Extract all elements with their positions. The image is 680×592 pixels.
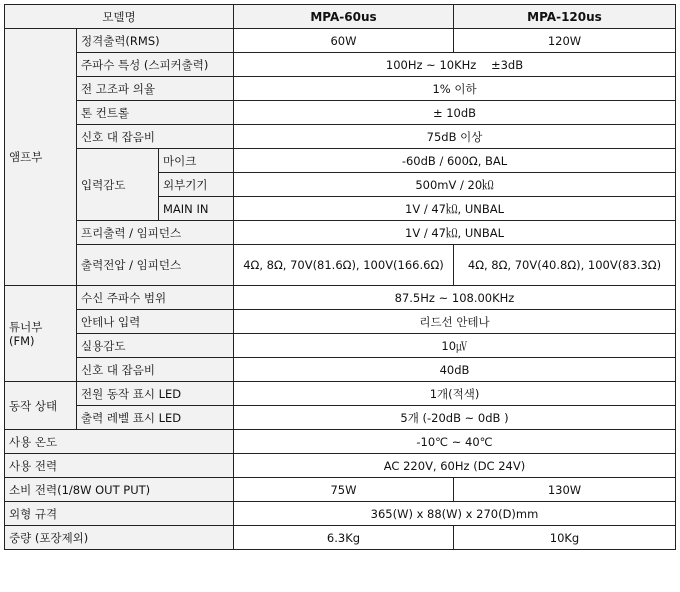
- table-row: [5, 101, 676, 125]
- row-label-antenna-input: 안테나 입력: [77, 310, 234, 334]
- spec-sheet: [4, 4, 676, 550]
- row-label-tone-control: 톤 컨트롤: [77, 101, 234, 125]
- row-label-thd: 전 고조파 의율: [77, 77, 234, 101]
- value-power-supply: AC 220V, 60Hz (DC 24V): [234, 454, 676, 478]
- spec-table: [4, 4, 676, 550]
- value-rated-output-60: 60W: [234, 29, 454, 53]
- row-label-input-sensitivity: 입력감도: [77, 149, 159, 221]
- row-label-power-supply: 사용 전력: [5, 454, 234, 478]
- row-label-pre-output: 프리출력 / 임피던스: [77, 221, 234, 245]
- value-power-consumption-60: 75W: [234, 478, 454, 502]
- table-row: [5, 149, 676, 173]
- row-label-power-led: 전원 동작 표시 LED: [77, 382, 234, 406]
- table-row: [5, 526, 676, 550]
- table-row: [5, 286, 676, 310]
- value-output-voltage-60: 4Ω, 8Ω, 70V(81.6Ω), 100V(166.6Ω): [234, 245, 454, 286]
- table-row: [5, 430, 676, 454]
- table-row: [5, 334, 676, 358]
- value-usable-sensitivity: 10㎶: [234, 334, 676, 358]
- sub-label-mic: 마이크: [159, 149, 234, 173]
- table-row: [5, 221, 676, 245]
- value-power-led: 1개(적색): [234, 382, 676, 406]
- value-weight-60: 6.3Kg: [234, 526, 454, 550]
- category-tuner: [5, 286, 77, 382]
- value-dimensions: 365(W) x 88(W) x 270(D)mm: [234, 502, 676, 526]
- value-tone-control: ± 10dB: [234, 101, 676, 125]
- value-pre-output: 1V / 47㏀, UNBAL: [234, 221, 676, 245]
- value-reception-range: 87.5Hz ~ 108.00KHz: [234, 286, 676, 310]
- header-row: [5, 5, 676, 29]
- value-snr: 75dB 이상: [234, 125, 676, 149]
- row-label-frequency-response: 주파수 특성 (스피커출력): [77, 53, 234, 77]
- model-mpa-120us: MPA-120us: [454, 5, 676, 29]
- value-antenna-input: 리드선 안테나: [234, 310, 676, 334]
- value-thd: 1% 이하: [234, 77, 676, 101]
- model-label: 모델명: [5, 5, 234, 29]
- row-label-usable-sensitivity: 실용감도: [77, 334, 234, 358]
- row-label-reception-range: 수신 주파수 범위: [77, 286, 234, 310]
- category-amp: 앰프부: [5, 29, 77, 286]
- row-label-level-led: 출력 레벨 표시 LED: [77, 406, 234, 430]
- table-row: [5, 454, 676, 478]
- table-row: [5, 29, 676, 53]
- value-output-voltage-120: 4Ω, 8Ω, 70V(40.8Ω), 100V(83.3Ω): [454, 245, 676, 286]
- value-level-led: 5개 (-20dB ~ 0dB ): [234, 406, 676, 430]
- value-power-consumption-120: 130W: [454, 478, 676, 502]
- table-row: [5, 125, 676, 149]
- value-weight-120: 10Kg: [454, 526, 676, 550]
- row-label-power-consumption: 소비 전력(1/8W OUT PUT): [5, 478, 234, 502]
- sub-label-main-in: MAIN IN: [159, 197, 234, 221]
- sub-label-external: 외부기기: [159, 173, 234, 197]
- table-row: [5, 382, 676, 406]
- category-tuner-line1: 튜너부: [9, 319, 43, 334]
- value-input-external: 500mV / 20㏀: [234, 173, 676, 197]
- row-label-tuner-snr: 신호 대 잡음비: [77, 358, 234, 382]
- value-input-main-in: 1V / 47㏀, UNBAL: [234, 197, 676, 221]
- model-mpa-60us: MPA-60us: [234, 5, 454, 29]
- row-label-dimensions: 외형 규격: [5, 502, 234, 526]
- table-row: [5, 478, 676, 502]
- row-label-operating-temp: 사용 온도: [5, 430, 234, 454]
- category-tuner-line2: (FM): [9, 333, 35, 348]
- table-row: [5, 310, 676, 334]
- value-frequency-response: 100Hz ~ 10KHz ±3dB: [234, 53, 676, 77]
- table-row: [5, 77, 676, 101]
- row-label-output-voltage: 출력전압 / 임피던스: [77, 245, 234, 286]
- value-operating-temp: -10℃ ~ 40℃: [234, 430, 676, 454]
- row-label-rated-output: 정격출력(RMS): [77, 29, 234, 53]
- table-row: [5, 358, 676, 382]
- value-tuner-snr: 40dB: [234, 358, 676, 382]
- category-operation: 동작 상태: [5, 382, 77, 430]
- value-input-mic: -60dB / 600Ω, BAL: [234, 149, 676, 173]
- table-row: [5, 245, 676, 286]
- row-label-snr: 신호 대 잡음비: [77, 125, 234, 149]
- row-label-weight: 중량 (포장제외): [5, 526, 234, 550]
- table-row: [5, 502, 676, 526]
- value-rated-output-120: 120W: [454, 29, 676, 53]
- table-row: [5, 406, 676, 430]
- table-row: [5, 53, 676, 77]
